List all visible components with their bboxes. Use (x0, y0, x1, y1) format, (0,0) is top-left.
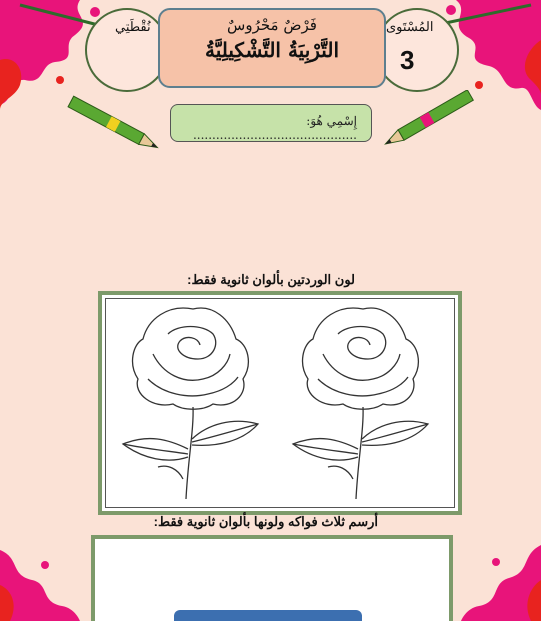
roses-frame (98, 291, 462, 515)
task2-instruction: أرسم ثلاث فواكه ولونها بألوان ثانوية فقط: (153, 514, 378, 529)
title-box (158, 8, 386, 88)
name-field[interactable] (170, 104, 372, 142)
level-label: المُسْتَوى (386, 20, 434, 35)
task1-instruction: لون الوردتين بألوان ثانوية فقط: (187, 272, 355, 287)
subject-title: التَّرْبِيَةُ التَّشْكِيلِيَّةُ (205, 38, 339, 62)
rose-drawing-left (108, 299, 278, 507)
level-value: 3 (400, 45, 415, 75)
exam-subtitle: فَرْضٌ مَحْرُوسٌ (227, 16, 317, 34)
pencil-left-icon (60, 95, 170, 155)
paint-splash-bottom-left (0, 540, 100, 621)
rose-drawing-right (278, 299, 448, 507)
grade-label: نُقْطَتِي (115, 20, 151, 35)
blue-label-box (174, 610, 362, 621)
paint-splash-bottom-right (441, 540, 541, 621)
name-field-label: إِسْمِي هُوَ: ........................................... (192, 114, 357, 142)
drawing-area-frame[interactable] (91, 535, 453, 621)
pencil-right-icon (372, 90, 482, 150)
